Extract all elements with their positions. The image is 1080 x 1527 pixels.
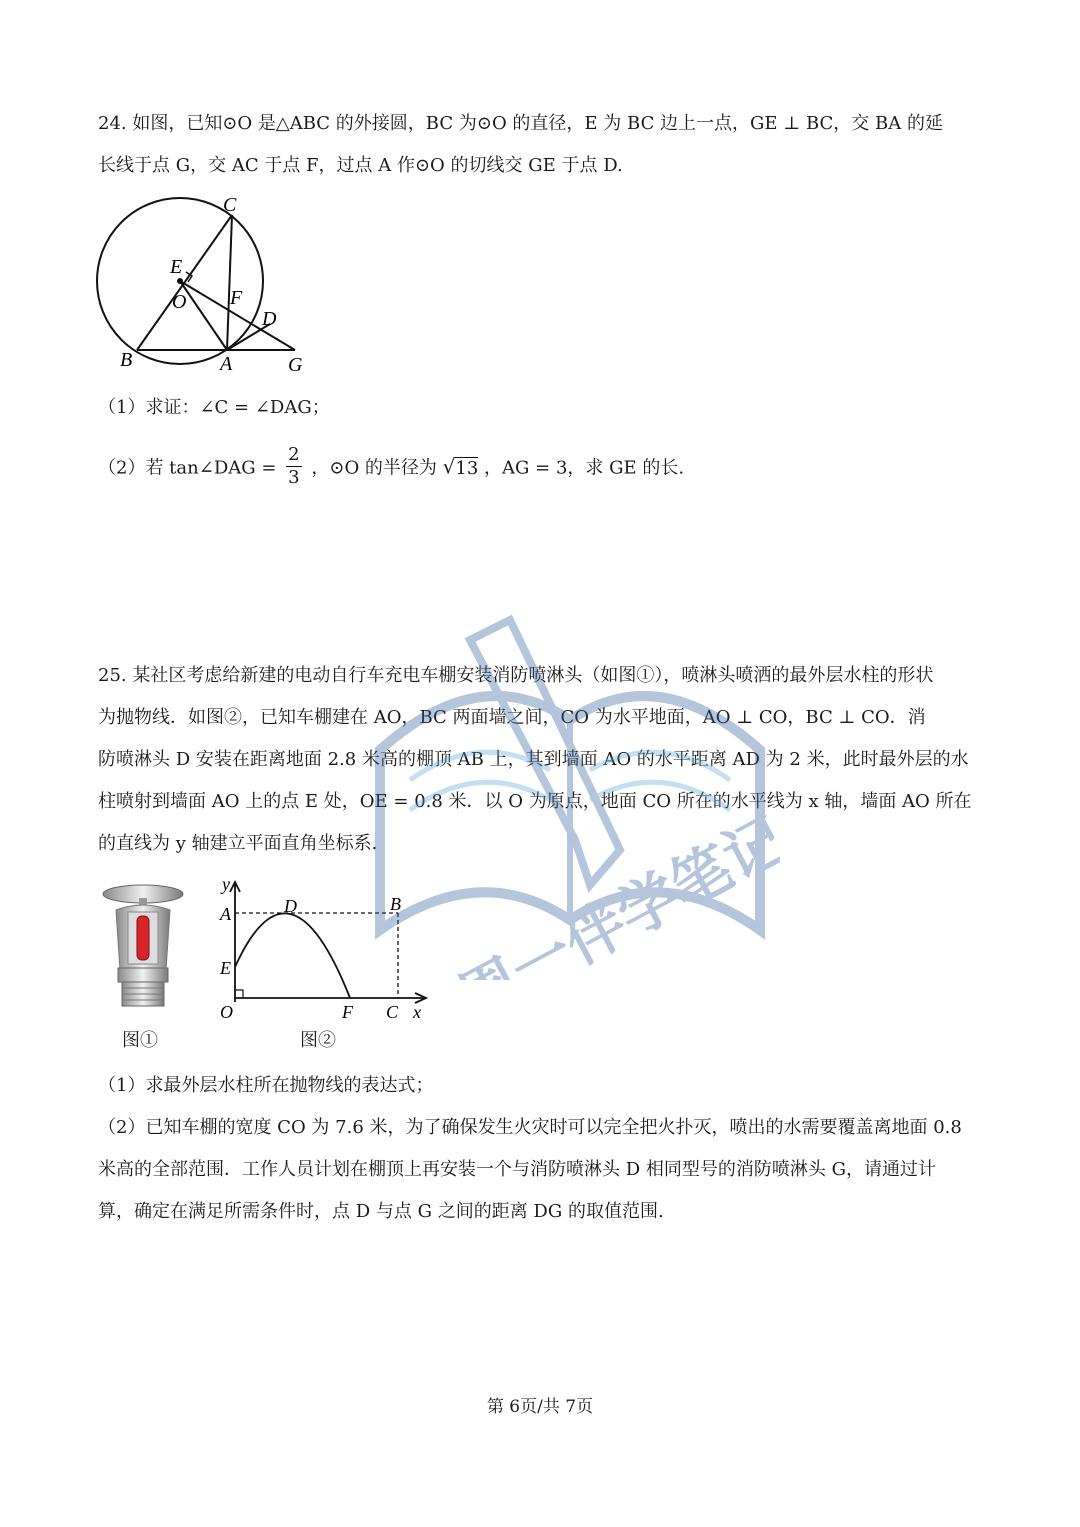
page-footer: 第 6页/共 7页 bbox=[486, 1397, 594, 1417]
label-d2: D bbox=[284, 896, 297, 916]
q25-line4: 柱喷射到墙面 AO 上的点 E 处，OE = 0.8 米．以 O 为原点，地面 CO 所在的水平线为 x 轴，墙面 AO 所在 bbox=[98, 791, 972, 812]
label-c2: C bbox=[386, 1002, 399, 1022]
watermark-text: 周一伴学笔记 bbox=[446, 804, 780, 980]
fraction bbox=[286, 444, 301, 489]
label-o: O bbox=[172, 291, 187, 313]
label-b2: B bbox=[390, 894, 401, 914]
q25-part1: （1）求最外层水柱所在抛物线的表达式； bbox=[98, 1075, 434, 1096]
sqrt-radicand: 13 bbox=[455, 457, 479, 479]
label-f2: F bbox=[342, 1002, 353, 1022]
label-a: A bbox=[220, 353, 233, 375]
q25-line2: 为抛物线．如图②，已知车棚建在 AO，BC 两面墙之间，CO 为水平地面，AO ⊥ CO，BC ⊥ CO．消 bbox=[98, 707, 926, 728]
q24-line2: 长线于点 G，交 AC 于点 F，过点 A 作⊙O 的切线交 GE 于点 D. bbox=[98, 155, 623, 176]
q25-part2-line2: 米高的全部范围．工作人员计划在棚顶上再安装一个与消防喷淋头 D 相同型号的消防喷淋头 G，请通过计 bbox=[98, 1159, 936, 1180]
label-o2: O bbox=[220, 1002, 233, 1022]
q24-line1: 24. 如图，已知⊙O 是△ABC 的外接圆，BC 为⊙O 的直径，E 为 BC 边上一点，GE ⊥ BC，交 BA 的延 bbox=[98, 113, 943, 134]
fraction-numerator: 2 bbox=[288, 444, 300, 465]
parabola-figure bbox=[210, 876, 440, 1028]
label-e: E bbox=[170, 256, 183, 278]
q25-part2-line1: （2）已知车棚的宽度 CO 为 7.6 米，为了确保发生火灾时可以完全把火扑灭，喷出的水需要覆盖离地面 0.8 bbox=[98, 1117, 962, 1138]
q24-part2-suffix-b: ，AG = 3，求 GE 的长. bbox=[484, 457, 685, 479]
q24-part2-prefix: （2）若 tan∠DAG = bbox=[98, 457, 277, 479]
fig2-caption: 图② bbox=[300, 1030, 336, 1051]
label-f: F bbox=[230, 287, 243, 309]
label-c: C bbox=[223, 194, 237, 216]
q25-part2-line3: 算，确定在满足所需条件时，点 D 与点 G 之间的距离 DG 的取值范围. bbox=[98, 1201, 664, 1222]
sprinkler-image bbox=[98, 880, 188, 1014]
label-d: D bbox=[262, 308, 277, 330]
fig1-caption: 图① bbox=[122, 1030, 158, 1051]
q25-line5: 的直线为 y 轴建立平面直角坐标系. bbox=[98, 833, 378, 854]
q25-line1: 25. 某社区考虑给新建的电动自行车充电车棚安装消防喷淋头（如图①），喷淋头喷洒的最外层水柱的形状 bbox=[98, 665, 934, 686]
sqrt-symbol: √ bbox=[442, 454, 456, 479]
q24-part1: （1）求证：∠C = ∠DAG； bbox=[98, 397, 330, 418]
label-b: B bbox=[120, 349, 133, 371]
label-e2: E bbox=[220, 958, 231, 978]
q24-part2 bbox=[98, 446, 684, 491]
fraction-denominator: 3 bbox=[288, 467, 300, 488]
circle-figure bbox=[90, 190, 320, 384]
q25-line3: 防喷淋头 D 安装在距离地面 2.8 米高的棚顶 AB 上，其到墙面 AO 的水平距离 AD 为 2 米，此时最外层的水 bbox=[98, 749, 969, 770]
label-y: y bbox=[222, 876, 230, 894]
q24-part2-suffix-a: ，⊙O 的半径为 bbox=[311, 457, 437, 479]
label-g: G bbox=[288, 354, 303, 376]
label-x: x bbox=[413, 1002, 421, 1022]
label-a2: A bbox=[220, 904, 231, 924]
